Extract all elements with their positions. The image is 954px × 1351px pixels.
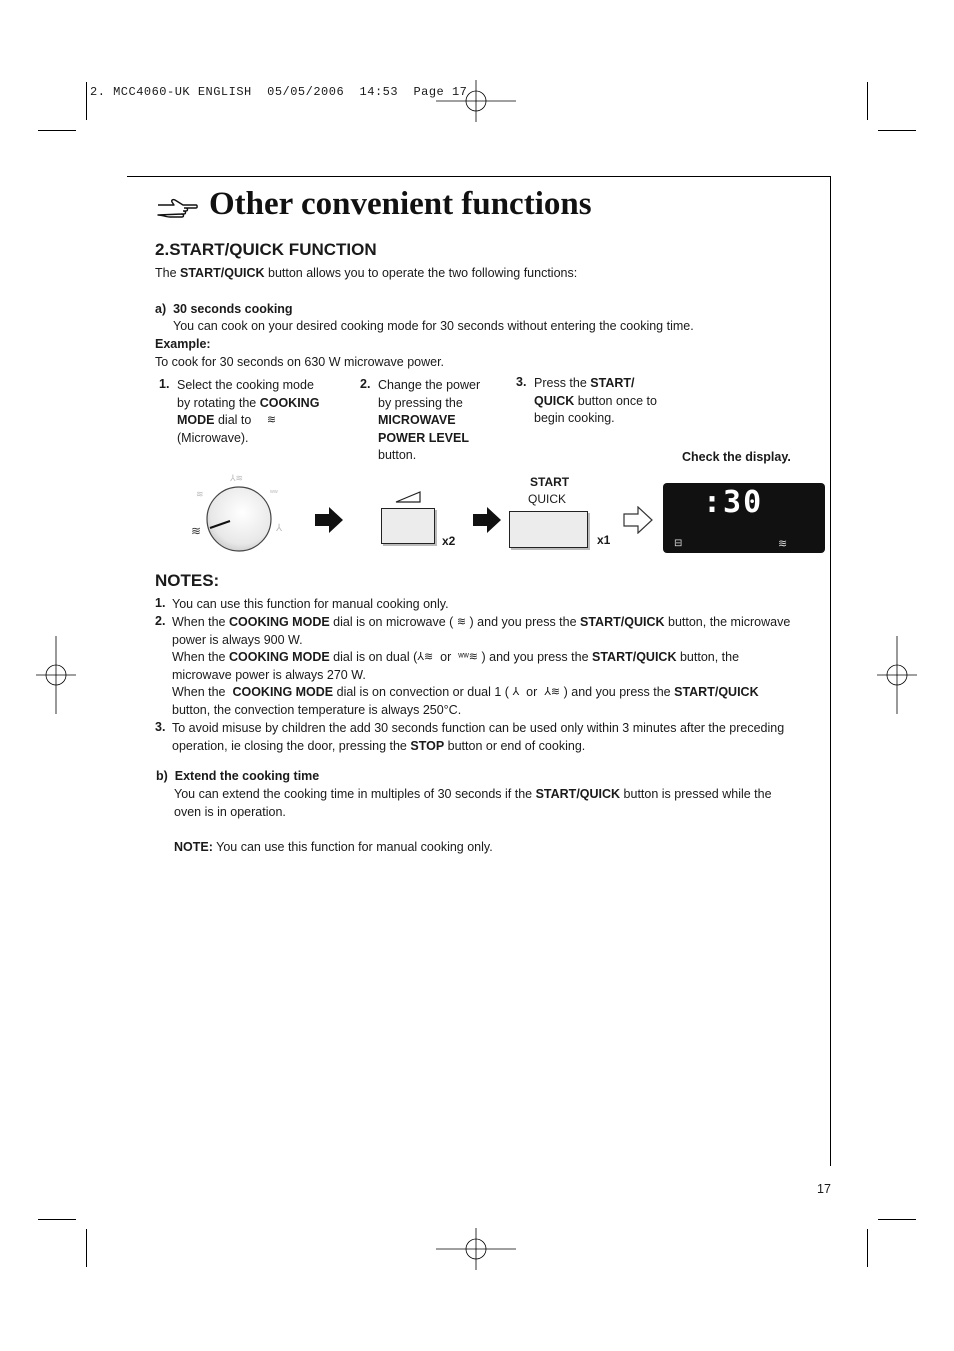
step-3-line: Press the bbox=[534, 376, 591, 390]
convection-icon: ⅄ bbox=[512, 686, 520, 699]
microwave-power-level-button[interactable] bbox=[381, 508, 435, 544]
crop-mark bbox=[867, 82, 868, 120]
note-text: When the bbox=[172, 650, 229, 665]
svg-text:≋: ≋ bbox=[196, 489, 204, 499]
part-b-line: You can extend the cooking time in multiples of 30 seconds if the bbox=[174, 787, 536, 801]
frame-top-rule bbox=[127, 176, 831, 177]
step-2-bold: MICROWAVE bbox=[378, 413, 456, 427]
note-text: microwave power is always 270 W. bbox=[172, 667, 366, 682]
crop-mark bbox=[86, 82, 87, 120]
crop-mark bbox=[867, 1229, 868, 1267]
microwave-icon: ≋ bbox=[266, 414, 277, 426]
step-3-bold: QUICK bbox=[534, 393, 575, 408]
note-text: When the bbox=[172, 685, 233, 700]
step-1-text bbox=[177, 377, 347, 447]
note-text: dial is on dual ( bbox=[329, 650, 418, 665]
part-a-text: You can cook on your desired cooking mode for 30 seconds without entering the cooking time. bbox=[173, 319, 694, 333]
step-1-bold: MODE bbox=[177, 413, 215, 428]
part-b-note bbox=[174, 839, 493, 857]
svg-text:⅄: ⅄ bbox=[276, 523, 283, 534]
page-title: Other convenient functions bbox=[209, 186, 592, 222]
section-intro bbox=[155, 265, 577, 283]
example-text: To cook for 30 seconds on 630 W microwave power. bbox=[155, 355, 445, 369]
part-a-title: 30 seconds cooking bbox=[173, 302, 293, 316]
start-label: START bbox=[530, 475, 570, 489]
part-b-title: Extend the cooking time bbox=[174, 769, 320, 783]
step-1-line: dial to bbox=[214, 413, 252, 428]
part-b-line: button is pressed while the bbox=[620, 787, 772, 801]
part-a-heading bbox=[155, 301, 293, 319]
notes-heading: NOTES: bbox=[155, 571, 220, 590]
note-bold: COOKING MODE bbox=[228, 615, 330, 630]
svg-text:ʷʷ: ʷʷ bbox=[270, 488, 278, 497]
microwave-icon: ≋ bbox=[778, 538, 788, 550]
part-b-heading bbox=[156, 768, 319, 786]
crop-mark bbox=[38, 1219, 76, 1220]
step-3-text bbox=[534, 375, 684, 428]
registration-mark-right bbox=[877, 636, 917, 714]
note-text: button, the convection temperature is always 250°C. bbox=[172, 702, 462, 717]
note-text: dial is on convection or dual 1 ( bbox=[333, 685, 509, 700]
note-3-text bbox=[172, 720, 832, 755]
check-display-label: Check the display. bbox=[682, 450, 791, 464]
quick-label: QUICK bbox=[528, 492, 567, 506]
part-b-label: b) bbox=[156, 769, 168, 783]
step-3-bold: START/ bbox=[590, 376, 635, 390]
intro-bold: START/QUICK bbox=[180, 266, 265, 280]
arrow-right-icon bbox=[314, 506, 344, 534]
section-title: START/QUICK FUNCTION bbox=[169, 240, 377, 259]
crop-mark bbox=[878, 130, 916, 131]
registration-mark-bottom bbox=[436, 1228, 516, 1270]
oven-display bbox=[663, 483, 825, 553]
step-2-bold: POWER LEVEL bbox=[378, 430, 469, 445]
frame-right-rule bbox=[830, 176, 831, 1166]
note-text: ) and you press the bbox=[481, 650, 592, 665]
note-text: To avoid misuse by children the add 30 seconds function can be used only within 3 minutes after the preceding bbox=[172, 721, 785, 735]
microwave-icon: ≋ bbox=[456, 616, 467, 628]
part-b-text bbox=[174, 786, 814, 821]
step-2-text bbox=[378, 377, 508, 465]
step-2-line: button. bbox=[378, 448, 417, 462]
step-1-line: by rotating the bbox=[177, 395, 260, 410]
step-1-line: (Microwave). bbox=[177, 430, 249, 445]
part-a-label: a) bbox=[155, 302, 167, 316]
part-b-bold: START/QUICK bbox=[535, 787, 621, 801]
note-text: ) and you press the bbox=[469, 615, 581, 630]
note-2-text bbox=[172, 614, 822, 719]
start-quick-button[interactable] bbox=[509, 511, 588, 548]
note-text: operation, ie closing the door, pressing the bbox=[172, 738, 411, 753]
section-number: 2. bbox=[155, 240, 170, 259]
note-bold: START/QUICK bbox=[580, 615, 665, 630]
crop-mark bbox=[38, 130, 76, 131]
note-text: or bbox=[526, 685, 538, 700]
grill-microwave-icon: ʷʷ≋ bbox=[458, 651, 479, 664]
note-text: or bbox=[440, 650, 452, 665]
step-2-number: 2. bbox=[360, 377, 371, 391]
press-count-x2: x2 bbox=[442, 534, 456, 548]
step-3-line: button once to bbox=[574, 393, 657, 408]
note-text: button, the microwave bbox=[664, 615, 791, 630]
note-bold: COOKING MODE bbox=[228, 650, 330, 665]
print-slug: 2. MCC4060-UK ENGLISH 05/05/2006 14:53 Page 17 bbox=[90, 85, 468, 99]
note-label: NOTE: bbox=[174, 840, 213, 854]
step-1-number: 1. bbox=[159, 377, 170, 391]
registration-mark-left bbox=[36, 636, 76, 714]
note-text: button or end of cooking. bbox=[444, 738, 586, 753]
oven-mode-icon: ⊟ bbox=[674, 538, 683, 549]
example-label: Example: bbox=[155, 337, 211, 351]
note-1-number: 1. bbox=[155, 596, 166, 610]
step-2-line: by pressing the bbox=[378, 395, 463, 410]
press-count-x1: x1 bbox=[597, 533, 611, 547]
step-1-bold: COOKING bbox=[259, 395, 320, 410]
intro-text: The bbox=[155, 266, 181, 280]
pointing-hand-icon bbox=[156, 196, 198, 220]
note-text: button, the bbox=[676, 650, 740, 665]
part-b-line: oven is in operation. bbox=[174, 804, 286, 819]
note-1-text: You can use this function for manual cooking only. bbox=[172, 597, 449, 611]
note-2-number: 2. bbox=[155, 614, 166, 628]
crop-mark bbox=[878, 1219, 916, 1220]
svg-text:≋: ≋ bbox=[191, 524, 202, 538]
note-3-number: 3. bbox=[155, 720, 166, 734]
crop-mark bbox=[86, 1229, 87, 1267]
cooking-mode-dial bbox=[188, 468, 292, 560]
intro-text-end: button allows you to operate the two following functions: bbox=[264, 266, 578, 280]
arrow-right-outline-icon bbox=[623, 506, 653, 534]
step-3-number: 3. bbox=[516, 375, 527, 389]
power-level-icon bbox=[394, 490, 422, 504]
note-text: dial is on microwave ( bbox=[329, 615, 454, 630]
note-text: ) and you press the bbox=[563, 685, 675, 700]
note-bold: STOP bbox=[410, 738, 445, 753]
arrow-right-icon bbox=[472, 506, 502, 534]
step-2-line: Change the power bbox=[378, 378, 481, 392]
note-text: power is always 900 W. bbox=[172, 632, 303, 647]
note-bold: COOKING MODE bbox=[232, 685, 334, 700]
step-1-line: Select the cooking mode bbox=[177, 378, 314, 392]
note-bold: START/QUICK bbox=[674, 685, 759, 700]
svg-text:⅄≋: ⅄≋ bbox=[230, 473, 244, 483]
section-heading bbox=[155, 240, 377, 260]
convection-microwave-icon: ⅄≋ bbox=[417, 651, 434, 664]
note-text: When the bbox=[172, 615, 229, 630]
page-number: 17 bbox=[817, 1182, 831, 1196]
note-text: You can use this function for manual cooking only. bbox=[212, 840, 493, 854]
convection-microwave-icon: ⅄≋ bbox=[544, 686, 561, 699]
step-3-line: begin cooking. bbox=[534, 411, 615, 425]
note-bold: START/QUICK bbox=[592, 650, 677, 665]
display-time: :30 bbox=[703, 485, 764, 520]
